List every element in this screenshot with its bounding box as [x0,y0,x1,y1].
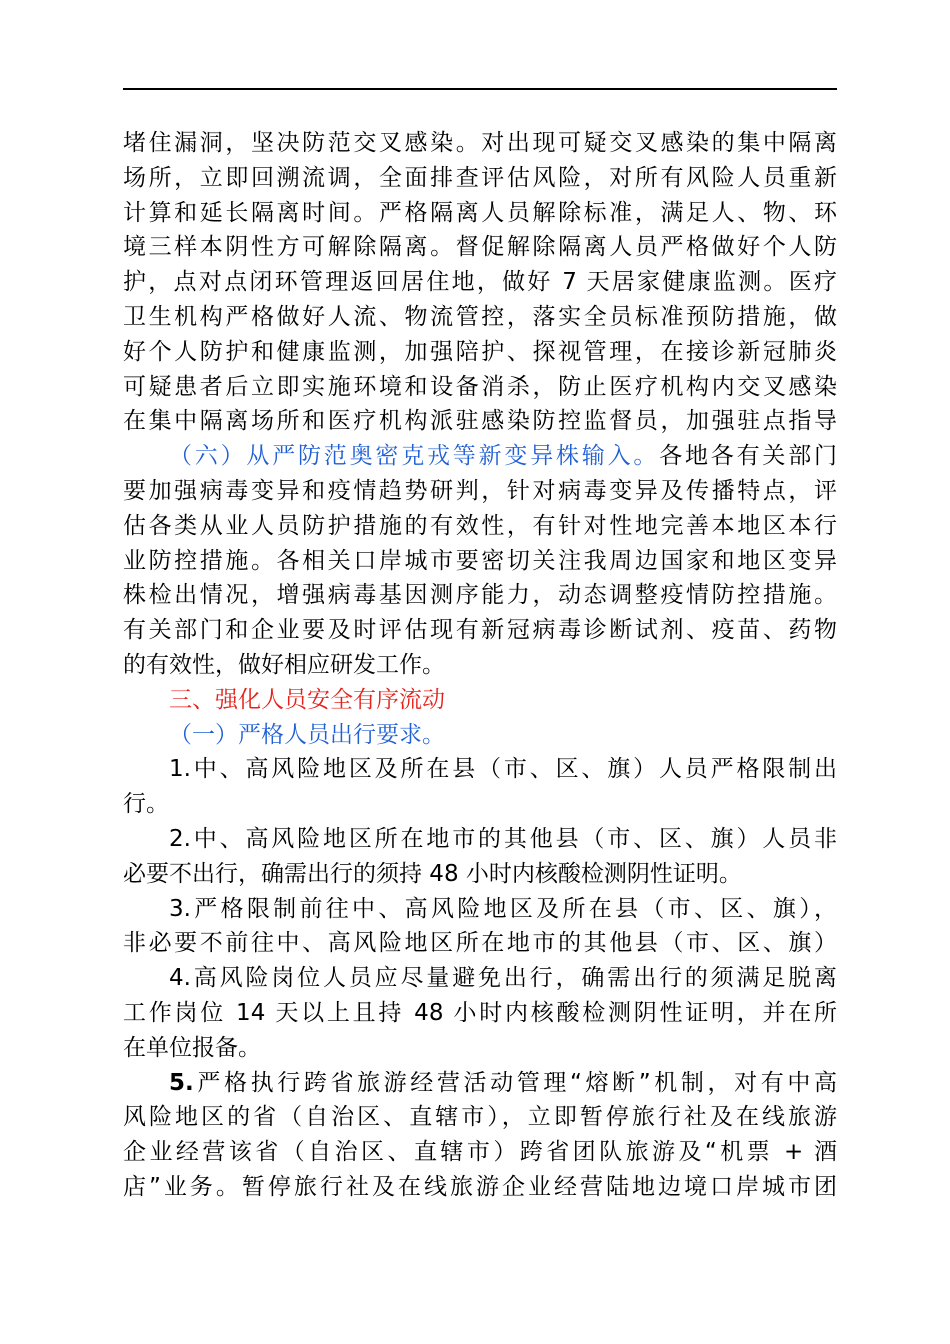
text-line: 2.中、高风险地区所在地市的其他县（市、区、旗）人员非 [169,825,837,852]
text-line: 好个人防护和健康监测，加强陪护、探视管理，在接诊新冠肺炎 [123,338,837,365]
text-line: 要加强病毒变异和疫情趋势研判，针对病毒变异及传播特点，评 [123,477,837,504]
header-rule [123,88,837,90]
text-line: 计算和延长隔离时间。严格隔离人员解除标准，满足人、物、环 [123,199,837,226]
text-line: 4.高风险岗位人员应尽量避免出行，确需出行的须满足脱离 [169,965,837,992]
subheading-six: （六）从严防范奥密克戎等新变异株输入。 [169,443,660,470]
text-line: 工作岗位 14 天以上且持 48 小时内核酸检测阴性证明，并在所 [123,999,837,1026]
text-line: 估各类从业人员防护措施的有效性，有针对性地完善本地区本行 [123,512,837,539]
text-line: 场所，立即回溯流调，全面排查评估风险，对所有风险人员重新 [123,164,837,191]
text-line: 株检出情况，增强病毒基因测序能力，动态调整疫情防控措施。 [123,582,837,609]
text-line: 业防控措施。各相关口岸城市要密切关注我周边国家和地区变异 [123,547,837,574]
text-line: 行。 [123,791,169,818]
text-line: 有关部门和企业要及时评估现有新冠病毒诊断试剂、疫苗、药物 [123,617,837,644]
text-line-item-five [123,1066,837,1101]
item-number: 5. [169,1069,194,1096]
text-line: 卫生机构严格做好人流、物流管控，落实全员标准预防措施，做 [123,303,837,330]
text-line: 的有效性，做好相应研发工作。 [123,651,445,678]
text-line-subheading [123,439,837,474]
text-line: 护，点对点闭环管理返回居住地，做好 7 天居家健康监测。医疗 [123,269,837,296]
text-run: 各地各有关部门 [659,443,837,470]
text-line: 3.严格限制前往中、高风险地区及所在县（市、区、旗）， [169,895,837,922]
subsection-title: （一）严格人员出行要求。 [169,721,445,748]
text-line: 企业经营该省（自治区、直辖市）跨省团队旅游及“机票 + 酒 [123,1139,837,1166]
text-line: 风险地区的省（自治区、直辖市），立即暂停旅行社及在线旅游 [123,1104,837,1131]
text-line: 店”业务。暂停旅行社及在线旅游企业经营陆地边境口岸城市团 [123,1173,837,1200]
text-line: 堵住漏洞，坚决防范交叉感染。对出现可疑交叉感染的集中隔离 [123,130,837,156]
document-body [123,126,837,1205]
text-line: 非必要不前往中、高风险地区所在地市的其他县（市、区、旗） [123,930,837,957]
text-run: 严格执行跨省旅游经营活动管理“熔断”机制，对有中高 [193,1069,837,1096]
text-line: 1.中、高风险地区及所在县（市、区、旗）人员严格限制出 [169,756,837,783]
text-line: 在单位报备。 [123,1034,261,1061]
section-title: 三、强化人员安全有序流动 [169,686,445,713]
text-line: 可疑患者后立即实施环境和设备消杀，防止医疗机构内交叉感染 [123,373,837,400]
text-line: 必要不出行，确需出行的须持 48 小时内核酸检测阴性证明。 [123,860,742,887]
text-line: 在集中隔离场所和医疗机构派驻感染防控监督员，加强驻点指导 [123,408,837,435]
text-line: 境三样本阴性方可解除隔离。督促解除隔离人员严格做好个人防 [123,234,837,261]
